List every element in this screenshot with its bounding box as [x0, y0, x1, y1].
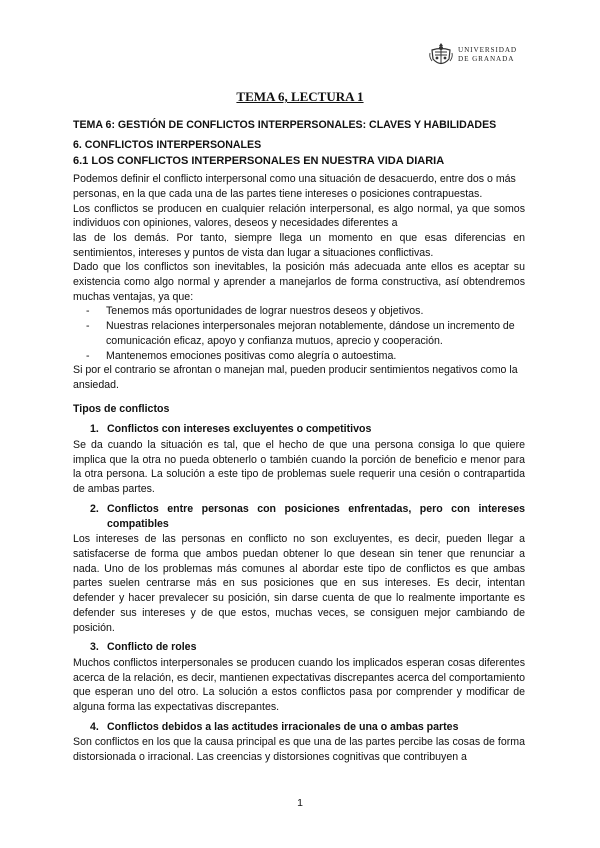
- intro-paragraph-1a: Podemos definir el conflicto interpersonal como una situación de desacuerdo, entre dos o más personas, en la que cada una de las partes tiene intereses o posiciones contrapuestas.: [73, 173, 516, 200]
- conflict-type-body: Son conflictos en los que la causa principal es que una de las partes percibe las cosas de forma distorsionada o irracional. Las creencias y distorsiones cognitivas que contribuyen a: [73, 736, 525, 764]
- conflict-type-heading: [73, 502, 525, 531]
- logo-line-2: DE GRANADA: [458, 55, 515, 63]
- conflict-type-heading: [73, 422, 525, 437]
- conflict-type-title: Conflictos con intereses excluyentes o competitivos: [107, 423, 372, 436]
- conflict-type-number: 2.: [90, 502, 99, 515]
- list-item-text: Tenemos más oportunidades de lograr nuestros deseos y objetivos.: [106, 305, 424, 318]
- conflict-type-heading: [73, 640, 525, 655]
- conflict-type-body: Muchos conflictos interpersonales se producen cuando los implicados esperan cosas diferentes acerca de la relación, es decir, mantienen expectativas discrepantes acerca del comportamiento que esperan uno del otro. La solución a estos conflictos pasa por comprender y modificar de alguna forma las expectativas discrepantes.: [73, 656, 525, 714]
- dash-bullet-icon: -: [86, 305, 90, 318]
- intro-paragraph-2: Dado que los conflictos son inevitables, la posición más adecuada ante ellos es aceptar su existencia como algo normal y aprender a manejarlos de forma constructiva, así obtendremos muchas ventajas, ya que:: [73, 261, 525, 303]
- conflict-type-title: Conflicto de roles: [107, 641, 197, 654]
- list-item-text: Nuestras relaciones interpersonales mejoran notablemente, dándose un incremento de comunicación eficaz, apoyo y confianza mutuos, aprecio y cooperación.: [106, 320, 515, 347]
- conflict-type-title: Conflictos debidos a las actitudes irracionales de una o ambas partes: [107, 720, 459, 733]
- crest-icon: [428, 41, 454, 69]
- conflict-type-body: Los intereses de las personas en conflicto no son excluyentes, es decir, pueden llegar a satisfacerse de forma que ambos puedan obtener lo que desean sin tener que renunciar a nada. Uno de los problemas más comunes al abordar este tipo de conflictos es que ambas partes suelen centrarse más en sus posiciones que en sus intereses. Es decir, intentan defender y hacer prevalecer su posición, sin darse cuenta de que lo realmente importante es defender sus intereses y de que estos, muchas veces, se consiguen mejor cambiando de posición.: [73, 533, 525, 634]
- conflict-type-4: [73, 720, 525, 765]
- logo-line-1: UNIVERSIDAD: [458, 46, 518, 54]
- page-number: 1: [297, 797, 303, 809]
- conflict-type-number: 4.: [90, 720, 99, 733]
- document-body: [73, 118, 525, 770]
- spacer: [73, 393, 525, 402]
- list-item-text: Mantenemos emociones positivas como alegría o autoestima.: [106, 349, 397, 362]
- conflict-type-body: Se da cuando la situación es tal, que el hecho de que una persona consiga lo que quiere implica que la otra no pueda obtenerlo o también cuando la porción de beneficio e menor para la otra persona. La solución a este tipo de problemas suele requerir una cesión o contrapartida de ambas partes.: [73, 439, 525, 496]
- heading-section-6: 6. CONFLICTOS INTERPERSONALES: [73, 138, 262, 151]
- heading-section-6-1: 6.1 LOS CONFLICTOS INTERPERSONALES EN NUESTRA VIDA DIARIA: [73, 155, 445, 168]
- conflict-type-3: [73, 640, 525, 715]
- conflict-type-title: Conflictos entre personas con posiciones enfrentadas, pero con intereses compatibles: [107, 502, 525, 530]
- conflict-type-heading: [73, 720, 525, 735]
- document-title: TEMA 6, LECTURA 1: [236, 89, 364, 104]
- conflict-type-number: 1.: [90, 423, 99, 436]
- list-item: [86, 349, 525, 364]
- intro-paragraph-1b: Los conflictos se producen en cualquier relación interpersonal, es algo normal, ya que somos individuos con opiniones, valores, deseos y necesidades diferentes a: [73, 202, 525, 230]
- dash-bullet-icon: -: [86, 320, 90, 333]
- advantages-list: [73, 304, 525, 363]
- heading-tipos-de-conflictos: Tipos de conflictos: [73, 402, 170, 415]
- logo-text: [458, 46, 517, 64]
- conflict-type-2: [73, 502, 525, 635]
- intro-paragraph-3: Si por el contrario se afrontan o manejan mal, pueden producir sentimientos negativos como la ansiedad.: [73, 364, 518, 391]
- list-item: [86, 304, 525, 319]
- conflict-type-number: 3.: [90, 641, 99, 654]
- conflict-type-1: [73, 422, 525, 497]
- dash-bullet-icon: -: [86, 349, 90, 362]
- university-logo: [428, 40, 538, 70]
- heading-tema-6: TEMA 6: GESTIÓN DE CONFLICTOS INTERPERSONALES: CLAVES Y HABILIDADES: [73, 119, 497, 131]
- intro-paragraph-1c: las de los demás. Por tanto, siempre llega un momento en que esas diferencias en sentimientos, intereses y puntos de vista dan lugar a situaciones conflictivas.: [73, 231, 525, 259]
- list-item: [86, 319, 525, 348]
